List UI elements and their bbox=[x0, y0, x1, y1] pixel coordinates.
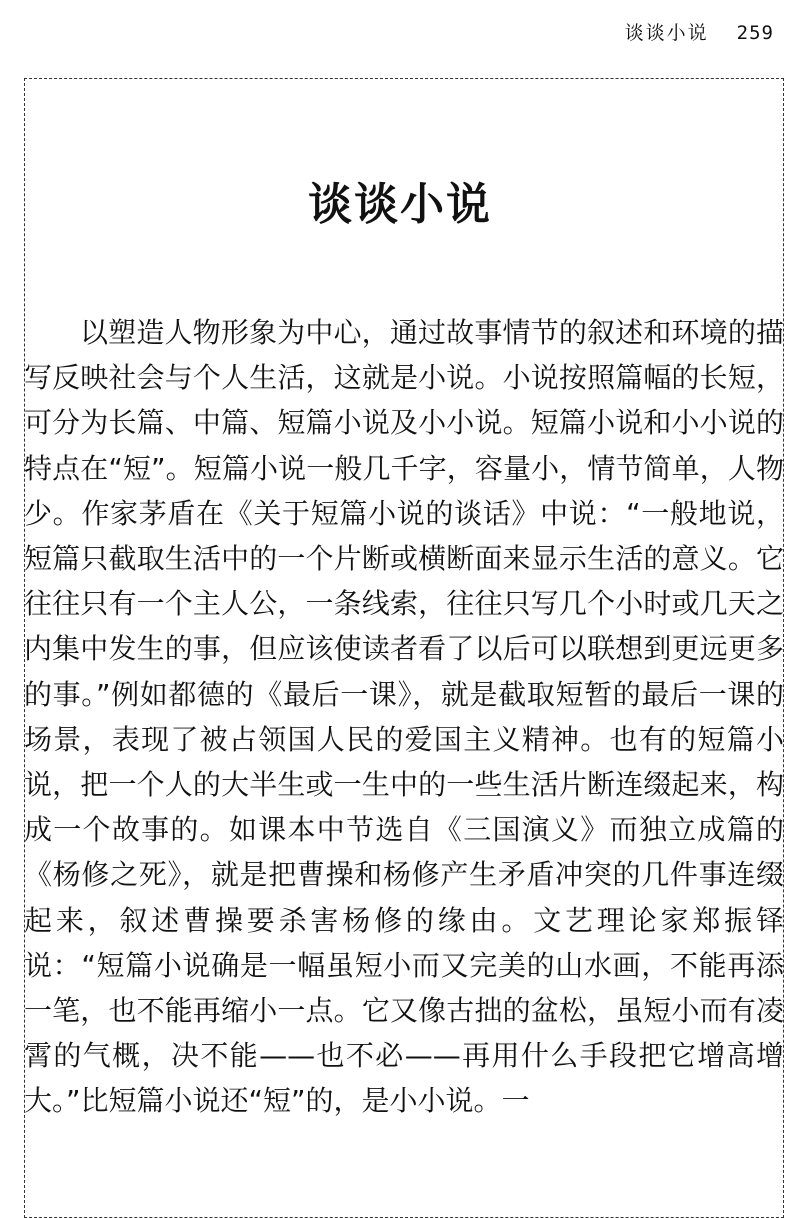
running-title: 谈谈小说 bbox=[624, 22, 709, 44]
article-paragraph: 以塑造人物形象为中心，通过故事情节的叙述和环境的描写反映社会与个人生活，这就是小说。小说按照篇幅的长短，可分为长篇、中篇、短篇小说及小小说。短篇小说和小小说的特点在“短”。短篇小说一般几千字，容量小，情节简单，人物少。作家茅盾在《关于短篇小说的谈话》中说：“一般地说，短篇只截取生活中的一个片断或横断面来显示生活的意义。它往往只有一个主人公，一条线索，往往只写几个小时或几天之内集中发生的事，但应该使读者看了以后可以联想到更远更多的事。”例如都德的《最后一课》，就是截取短暂的最后一课的场景，表现了被占领国人民的爱国主义精神。也有的短篇小说，把一个人的大半生或一生中的一些生活片断连缀起来，构成一个故事的。如课本中节选自《三国演义》而独立成篇的《杨修之死》，就是把曹操和杨修产生矛盾冲突的几件事连缀起来，叙述曹操要杀害杨修的缘由。文艺理论家郑振铎说：“短篇小说确是一幅虽短小而又完美的山水画，不能再添一笔，也不能再缩小一点。它又像古拙的盆松，虽短小而有凌霄的气概，决不能——也不必——再用什么手段把它增高增大。”比短篇小说还“短”的，是小小说。一 bbox=[24, 316, 784, 1118]
page-number: 259 bbox=[736, 22, 774, 44]
running-header bbox=[625, 18, 774, 48]
article-title: 谈谈小说 bbox=[308, 179, 492, 230]
